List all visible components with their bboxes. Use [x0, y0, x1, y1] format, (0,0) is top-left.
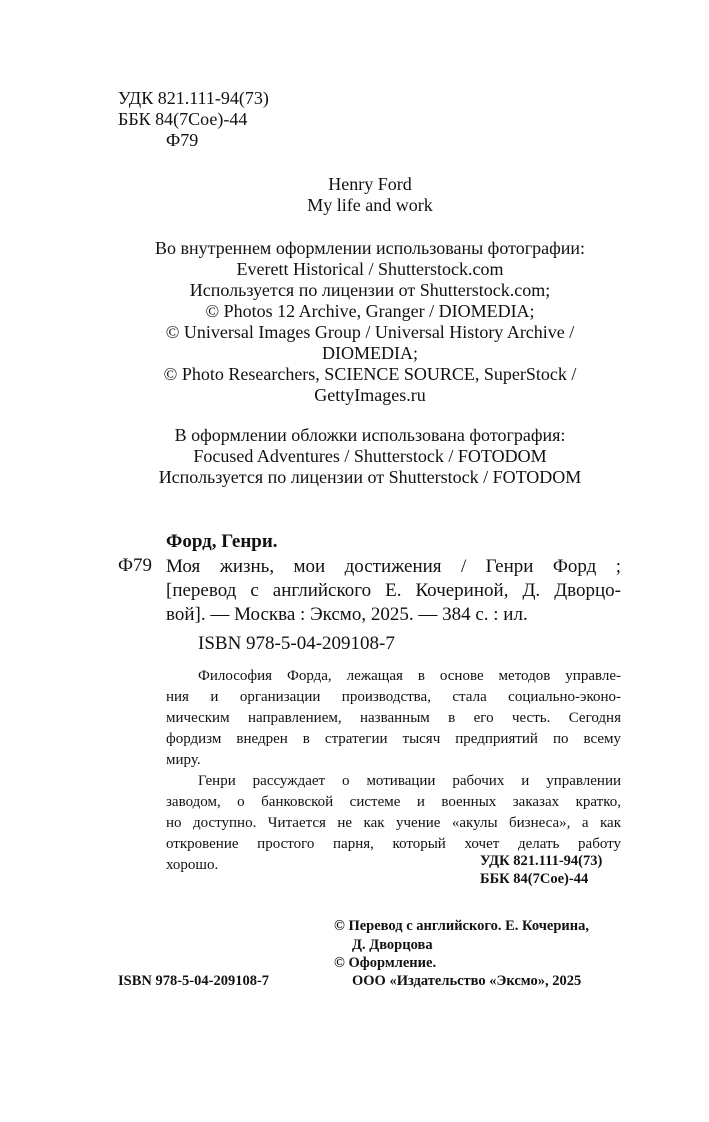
bib-mark: Ф79 [118, 555, 153, 576]
annotation-bbk: ББК 84(7Сое)-44 [480, 871, 589, 887]
credit-line: В оформлении обложки использована фотография: [174, 425, 566, 445]
annotation-line: Генри рассуждает о мотивации рабочих и управлении [198, 773, 621, 789]
original-title: My life and work [307, 195, 433, 215]
footer-isbn: ISBN 978-5-04-209108-7 [118, 973, 270, 989]
copyright-design: © Оформление. [334, 955, 437, 971]
cover-credits [60, 425, 680, 488]
bib-description [166, 555, 621, 627]
annotation-line: фордизм внедрен в стратегии тысяч предприятий по всему [166, 731, 621, 747]
annotation-line: миру. [166, 752, 201, 768]
bbk-code: ББК 84(7Сое)-44 [118, 109, 248, 129]
credit-line: Во внутреннем оформлении использованы фотографии: [154, 238, 586, 258]
credit-line: Everett Historical / Shutterstock.com [236, 259, 504, 279]
credit-line: GettyImages.ru [314, 385, 426, 405]
original-author: Henry Ford [328, 174, 412, 194]
credit-line: DIOMEDIA; [322, 343, 418, 363]
credit-line: © Photos 12 Archive, Granger / DIOMEDIA; [205, 301, 535, 321]
credit-line: © Photo Researchers, SCIENCE SOURCE, SuperStock / [163, 364, 577, 384]
bib-isbn: ISBN 978-5-04-209108-7 [198, 633, 395, 654]
bib-line: вой]. — Москва : Эксмо, 2025. — 384 с. : ил. [166, 604, 528, 625]
copyright-publisher: ООО «Издательство «Эксмо», 2025 [352, 973, 582, 989]
credit-line: © Universal Images Group / Universal History Archive / [165, 322, 575, 342]
annotation-line: мическим направлением, названным в его честь. Сегодня [166, 710, 621, 726]
udk-code: УДК 821.111-94(73) [118, 88, 269, 108]
annotation-line: ния и организации производства, стала социально-эконо- [166, 689, 621, 705]
interior-credits [60, 238, 680, 406]
copyright-translation: © Перевод с английского. Е. Кочерина, [334, 918, 589, 934]
bib-heading: Форд, Генри. [166, 531, 278, 552]
copyright-translators: Д. Дворцова [352, 937, 433, 953]
credit-line: Используется по лицензии от Shutterstock.com; [189, 280, 551, 300]
bib-line: Моя жизнь, мои достижения / Генри Форд ; [166, 556, 621, 577]
annotation [166, 666, 621, 876]
bib-line: [перевод с английского Е. Кочериной, Д. Дворцо- [166, 580, 621, 601]
annotation-line: заводом, о банковской системе и военных заказах кратко, [166, 794, 621, 810]
author-mark: Ф79 [166, 130, 199, 150]
annotation-line: хорошо. [166, 857, 219, 873]
credit-line: Focused Adventures / Shutterstock / FOTODOM [193, 446, 547, 466]
annotation-line: Философия Форда, лежащая в основе методов управле- [198, 668, 621, 684]
annotation-line: но доступно. Читается не как учение «акулы бизнеса», а как [166, 815, 621, 831]
original-title-block [60, 174, 680, 216]
annotation-line: откровение простого парня, который хочет делать работу [166, 836, 621, 852]
annotation-udk: УДК 821.111-94(73) [480, 853, 603, 869]
credit-line: Используется по лицензии от Shutterstock / FOTODOM [158, 467, 582, 487]
